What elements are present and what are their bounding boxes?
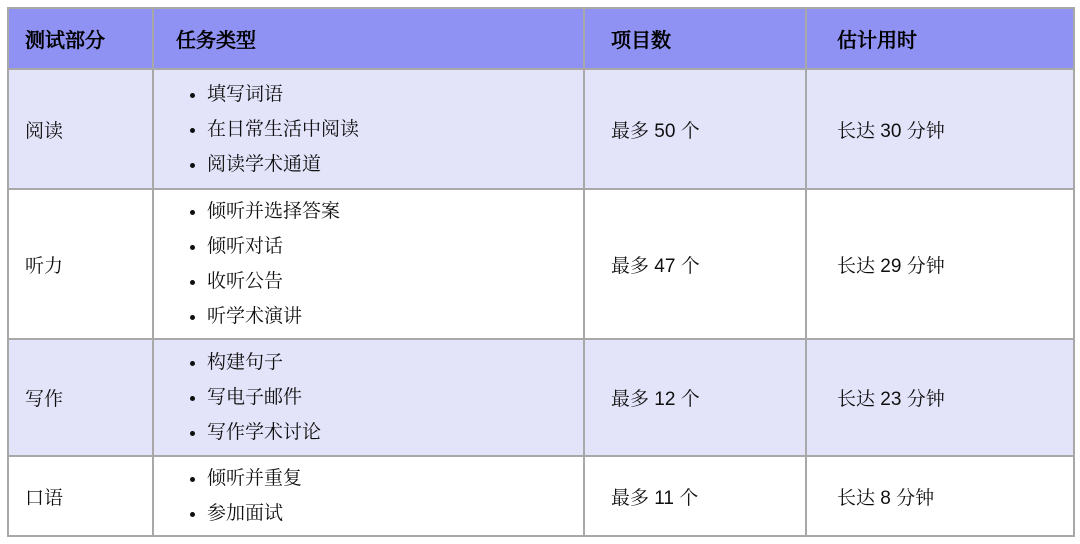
column-header-item-count: 项目数 xyxy=(584,8,806,69)
task-list xyxy=(154,349,583,446)
estimated-time-cell: 长达 30 分钟 xyxy=(806,69,1074,189)
table-header xyxy=(8,8,1074,69)
column-header-task-type: 任务类型 xyxy=(153,8,584,69)
task-item: • 倾听并重复 xyxy=(207,465,583,492)
estimated-time-cell: 长达 23 分钟 xyxy=(806,339,1074,456)
task-item: • 倾听对话 xyxy=(207,233,583,260)
task-item: • 写作学术讨论 xyxy=(207,419,583,446)
items-count-cell: 最多 12 个 xyxy=(584,339,806,456)
task-list xyxy=(154,198,583,330)
task-item: • 听学术演讲 xyxy=(207,303,583,330)
items-count-cell: 最多 50 个 xyxy=(584,69,806,189)
table-row-listening xyxy=(8,189,1074,339)
table-row-writing xyxy=(8,339,1074,456)
section-cell: 听力 xyxy=(8,189,153,339)
column-header-estimated-time: 估计用时 xyxy=(806,8,1074,69)
table-row-reading xyxy=(8,69,1074,189)
estimated-time-cell: 长达 8 分钟 xyxy=(806,456,1074,536)
task-item: • 在日常生活中阅读 xyxy=(207,116,583,143)
column-header-test-section: 测试部分 xyxy=(8,8,153,69)
task-item: • 参加面试 xyxy=(207,500,583,527)
test-sections-table xyxy=(7,7,1075,537)
items-count-cell: 最多 11 个 xyxy=(584,456,806,536)
task-item: • 阅读学术通道 xyxy=(207,151,583,178)
estimated-time-cell: 长达 29 分钟 xyxy=(806,189,1074,339)
task-item: • 构建句子 xyxy=(207,349,583,376)
items-count-cell: 最多 47 个 xyxy=(584,189,806,339)
task-list xyxy=(154,81,583,178)
section-cell: 阅读 xyxy=(8,69,153,189)
task-item: • 写电子邮件 xyxy=(207,384,583,411)
table-row-speaking xyxy=(8,456,1074,536)
section-cell: 写作 xyxy=(8,339,153,456)
header-row xyxy=(8,8,1074,69)
section-cell: 口语 xyxy=(8,456,153,536)
task-item: • 倾听并选择答案 xyxy=(207,198,583,225)
task-item: • 填写词语 xyxy=(207,81,583,108)
task-item: • 收听公告 xyxy=(207,268,583,295)
task-list xyxy=(154,465,583,527)
